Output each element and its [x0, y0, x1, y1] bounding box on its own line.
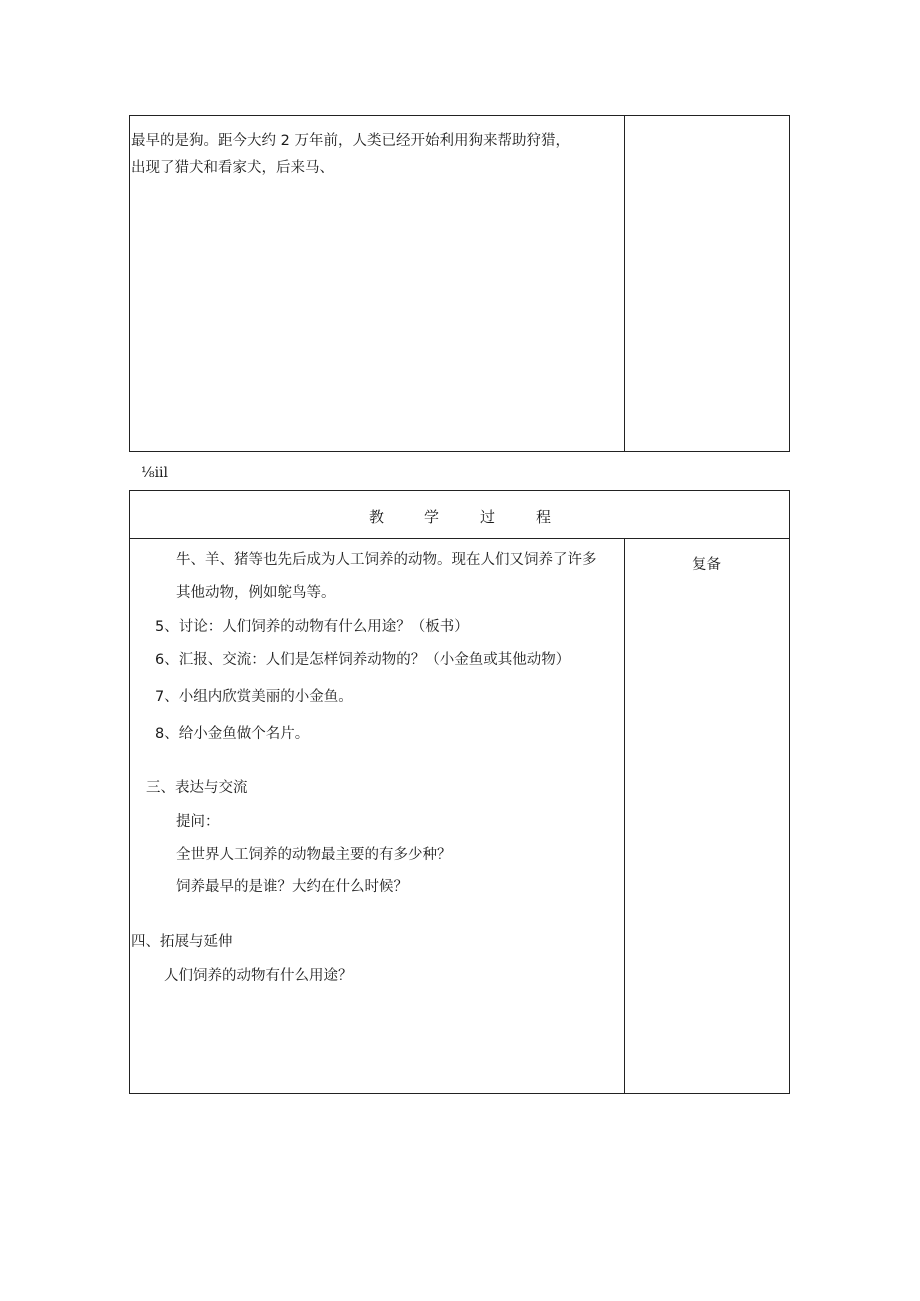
bottom-table-header-divider — [129, 538, 790, 539]
body-line-9: 全世界人工饲养的动物最主要的有多少种？ — [176, 847, 452, 863]
body-line-10: 饲养最早的是谁？大约在什么时候？ — [176, 879, 408, 895]
body-line-2: 其他动物，例如鸵鸟等。 — [176, 585, 336, 601]
body-line-12: 人们饲养的动物有什么用途？ — [164, 968, 353, 984]
body-line-7: 三、表达与交流 — [146, 780, 248, 796]
header-char-3: 过 — [480, 508, 496, 526]
bottom-table-column-divider — [624, 538, 625, 1094]
body-line-3: 5、讨论：人们饲养的动物有什么用途？（板书） — [155, 619, 469, 635]
top-text-line-2: 出现了猎犬和看家犬，后来马、 — [131, 160, 334, 176]
body-line-4: 6、汇报、交流：人们是怎样饲养动物的？（小金鱼或其他动物） — [155, 652, 571, 668]
top-text-line-1: 最早的是狗。距今大约 2 万年前，人类已经开始利用狗来帮助狩猎， — [131, 133, 570, 149]
body-line-5: 7、小组内欣赏美丽的小金鱼。 — [155, 689, 353, 705]
header-char-1: 教 — [369, 508, 385, 526]
body-line-11: 四、拓展与延伸 — [131, 934, 233, 950]
top-table-column-divider — [624, 115, 625, 452]
side-note: 复备 — [692, 557, 721, 573]
body-line-6: 8、给小金鱼做个名片。 — [155, 726, 310, 742]
body-line-1: 牛、羊、猪等也先后成为人工饲养的动物。现在人们又饲养了许多 — [176, 552, 597, 568]
header-char-2: 学 — [424, 508, 440, 526]
table-header-title — [0, 506, 920, 526]
stray-mark: ⅛iil — [141, 465, 169, 481]
body-line-8: 提问： — [176, 814, 220, 830]
header-char-4: 程 — [536, 508, 552, 526]
